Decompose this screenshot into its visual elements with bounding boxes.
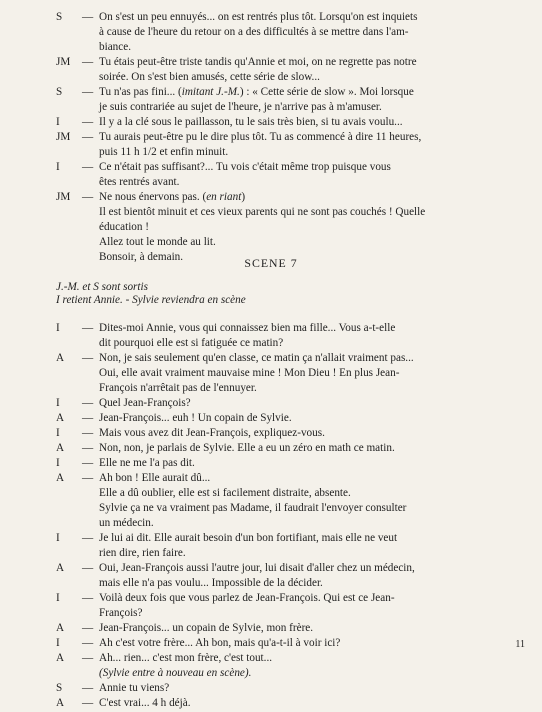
dialogue-line <box>56 176 526 189</box>
dialogue-text: Jean-François... un copain de Sylvie, mon frère. <box>99 621 314 634</box>
dialogue-line <box>56 101 526 114</box>
speaker-label: I <box>56 531 60 544</box>
speaker-label: S <box>56 11 63 23</box>
dialogue-dash: — <box>82 681 94 694</box>
dialogue-line <box>56 382 526 395</box>
dialogue-line <box>56 427 526 440</box>
dialogue-line <box>56 667 526 680</box>
dialogue-text: Tu étais peut-être triste tandis qu'Annie et moi, on ne regrette pas notre <box>99 55 417 68</box>
dialogue-dash: — <box>82 322 94 334</box>
dialogue-text: éducation ! <box>99 220 150 233</box>
dialogue-dash: — <box>82 130 94 143</box>
dialogue-line <box>56 322 526 335</box>
dialogue-dash: — <box>82 160 94 173</box>
dialogue-text: François? <box>99 606 143 619</box>
dialogue-line <box>56 502 526 515</box>
dialogue-line <box>56 146 526 159</box>
speaker-label: A <box>56 441 65 454</box>
dialogue-line <box>56 652 526 665</box>
dialogue-text: Bonsoir, à demain. <box>99 250 184 263</box>
dialogue-text: Oui, elle avait vraiment mauvaise mine ! Mon Dieu ! En plus Jean- <box>99 366 400 379</box>
speaker-label: I <box>56 160 60 173</box>
dialogue-line <box>56 562 526 575</box>
dialogue-line <box>56 397 526 410</box>
speaker-label: A <box>56 651 65 664</box>
dialogue-line <box>56 607 526 620</box>
dialogue-dash: — <box>82 190 94 203</box>
dialogue-text: Allez tout le monde au lit. <box>99 235 216 248</box>
dialogue-text: Mais vous avez dit Jean-François, expliquez-vous. <box>99 426 325 439</box>
stage-direction: I retient Annie. - Sylvie reviendra en scène <box>56 294 246 306</box>
dialogue-text: Dites-moi Annie, vous qui connaissez bien ma fille... Vous a-t-elle <box>99 322 396 334</box>
dialogue-line <box>56 131 526 144</box>
speaker-label: I <box>56 591 60 604</box>
stage-note: en riant <box>206 190 242 203</box>
speaker-label: JM <box>56 190 71 203</box>
dialogue-line <box>56 517 526 530</box>
dialogue-text: Oui, Jean-François aussi l'autre jour, lui disait d'aller chez un médecin, <box>99 561 415 574</box>
dialogue-line <box>56 71 526 84</box>
speaker-label: A <box>56 696 65 709</box>
dialogue-line <box>56 352 526 365</box>
dialogue-dash: — <box>82 696 94 709</box>
dialogue-line <box>56 487 526 500</box>
dialogue-text: puis 11 h 1/2 et enfin minuit. <box>99 145 229 158</box>
dialogue-dash: — <box>82 85 94 98</box>
dialogue-text: Sylvie ça ne va vraiment pas Madame, il faudrait l'envoyer consulter <box>99 501 407 514</box>
dialogue-text: Il est bientôt minuit et ces vieux parents qui ne sont pas couchés ! Quelle <box>99 205 426 218</box>
dialogue-text: On s'est un peu ennuyés... on est rentrés plus tôt. Lorsqu'on est inquiets <box>99 11 418 23</box>
dialogue-text: Elle a dû oublier, elle est si facilement distraite, absente. <box>99 486 351 499</box>
dialogue-text: Jean-François... euh ! Un copain de Sylvie. <box>99 411 292 424</box>
dialogue-text: Tu n'as pas fini... (imitant J.-M.) : « Cette série de slow ». Moi lorsque <box>99 85 414 98</box>
speaker-label: I <box>56 426 60 439</box>
dialogue-text: soirée. On s'est bien amusés, cette série de slow... <box>99 70 320 83</box>
dialogue-text: Ah c'est votre frère... Ah bon, mais qu'a-t-il à voir ici? <box>99 636 341 649</box>
dialogue-text: François n'arrêtait pas de l'ennuyer. <box>99 381 257 394</box>
dialogue-dash: — <box>82 351 94 364</box>
speaker-label: I <box>56 636 60 649</box>
dialogue-text: Quel Jean-François? <box>99 396 191 409</box>
dialogue-dash: — <box>82 531 94 544</box>
speaker-label: I <box>56 115 60 128</box>
dialogue-dash: — <box>82 426 94 439</box>
dialogue-text: Voilà deux fois que vous parlez de Jean-François. Qui est ce Jean- <box>99 591 395 604</box>
dialogue-dash: — <box>82 591 94 604</box>
dialogue-line <box>56 442 526 455</box>
scene-title: SCENE 7 <box>244 256 298 270</box>
speaker-label: I <box>56 322 60 334</box>
dialogue-line <box>56 577 526 590</box>
speaker-label: I <box>56 396 60 409</box>
dialogue-text: je suis contrariée au sujet de l'heure, je n'arrive pas à m'amuser. <box>99 100 382 113</box>
speaker-label: A <box>56 411 65 424</box>
dialogue-line <box>56 637 526 650</box>
dialogue-text: Annie tu viens? <box>99 681 170 694</box>
dialogue-text: un médecin. <box>99 516 154 529</box>
dialogue-line <box>56 116 526 129</box>
dialogue-text: Non, non, je parlais de Sylvie. Elle a eu un zéro en math ce matin. <box>99 441 395 454</box>
dialogue-line <box>56 26 526 39</box>
speaker-label: A <box>56 471 65 484</box>
dialogue-line <box>56 86 526 99</box>
speaker-label: I <box>56 456 60 469</box>
stage-direction: J.-M. et S sont sortis <box>56 281 148 293</box>
dialogue-dash: — <box>82 651 94 664</box>
dialogue-line <box>56 161 526 174</box>
dialogue-text: dit pourquoi elle est si fatiguée ce matin? <box>99 336 284 349</box>
dialogue-text: Ce n'était pas suffisant?... Tu vois c'était même trop puisque vous <box>99 160 391 173</box>
speaker-label: S <box>56 681 63 694</box>
dialogue-text: Ah bon ! Elle aurait dû... <box>99 471 211 484</box>
dialogue-line <box>56 56 526 69</box>
dialogue-line <box>56 592 526 605</box>
dialogue-line <box>56 457 526 470</box>
dialogue-text: Elle ne me l'a pas dit. <box>99 456 195 469</box>
dialogue-dash: — <box>82 636 94 649</box>
dialogue-block-bottom <box>56 322 526 712</box>
dialogue-text: Tu aurais peut-être pu le dire plus tôt. Tu as commencé à dire 11 heures, <box>99 130 422 143</box>
dialogue-line <box>56 682 526 695</box>
dialogue-text: Non, je sais seulement qu'en classe, ce matin ça n'allait vraiment pas... <box>99 351 414 364</box>
dialogue-text: biance. <box>99 40 131 53</box>
stage-note: imitant J.-M. <box>181 85 240 98</box>
dialogue-dash: — <box>82 471 94 484</box>
dialogue-line <box>56 532 526 545</box>
dialogue-text: Il y a la clé sous le paillasson, tu le sais très bien, si tu avais voulu... <box>99 115 403 128</box>
dialogue-text: êtes rentrés avant. <box>99 175 180 188</box>
dialogue-line <box>56 472 526 485</box>
dialogue-text: à cause de l'heure du retour on a des difficultés à se mettre dans l'am- <box>99 25 409 38</box>
dialogue-line <box>56 367 526 380</box>
dialogue-line <box>56 622 526 635</box>
dialogue-text: Je lui ai dit. Elle aurait besoin d'un bon fortifiant, mais elle ne veut <box>99 531 398 544</box>
dialogue-block-top <box>56 11 526 266</box>
dialogue-dash: — <box>82 456 94 469</box>
dialogue-dash: — <box>82 11 94 23</box>
dialogue-line <box>56 547 526 560</box>
dialogue-dash: — <box>82 441 94 454</box>
speaker-label: A <box>56 561 65 574</box>
dialogue-dash: — <box>82 411 94 424</box>
dialogue-text: mais elle n'a pas voulu... Impossible de la décider. <box>99 576 323 589</box>
speaker-label: A <box>56 351 65 364</box>
dialogue-text: (Sylvie entre à nouveau en scène). <box>99 666 252 679</box>
dialogue-line <box>56 191 526 204</box>
page-number: 11 <box>515 639 525 650</box>
speaker-label: S <box>56 85 63 98</box>
dialogue-line <box>56 236 526 249</box>
speaker-label: A <box>56 621 65 634</box>
dialogue-dash: — <box>82 561 94 574</box>
dialogue-text: rien dire, rien faire. <box>99 546 186 559</box>
speaker-label: JM <box>56 55 71 68</box>
dialogue-dash: — <box>82 115 94 128</box>
dialogue-line <box>56 206 526 219</box>
dialogue-dash: — <box>82 621 94 634</box>
dialogue-line <box>56 412 526 425</box>
speaker-label: JM <box>56 130 71 143</box>
dialogue-dash: — <box>82 55 94 68</box>
dialogue-line <box>56 221 526 234</box>
dialogue-line <box>56 337 526 350</box>
dialogue-dash: — <box>82 396 94 409</box>
dialogue-line <box>56 41 526 54</box>
dialogue-text: C'est vrai... 4 h déjà. <box>99 696 191 709</box>
dialogue-text: Ah... rien... c'est mon frère, c'est tout... <box>99 651 273 664</box>
dialogue-line <box>56 11 526 24</box>
dialogue-text: Ne nous énervons pas. (en riant) <box>99 190 246 203</box>
dialogue-line <box>56 697 526 710</box>
